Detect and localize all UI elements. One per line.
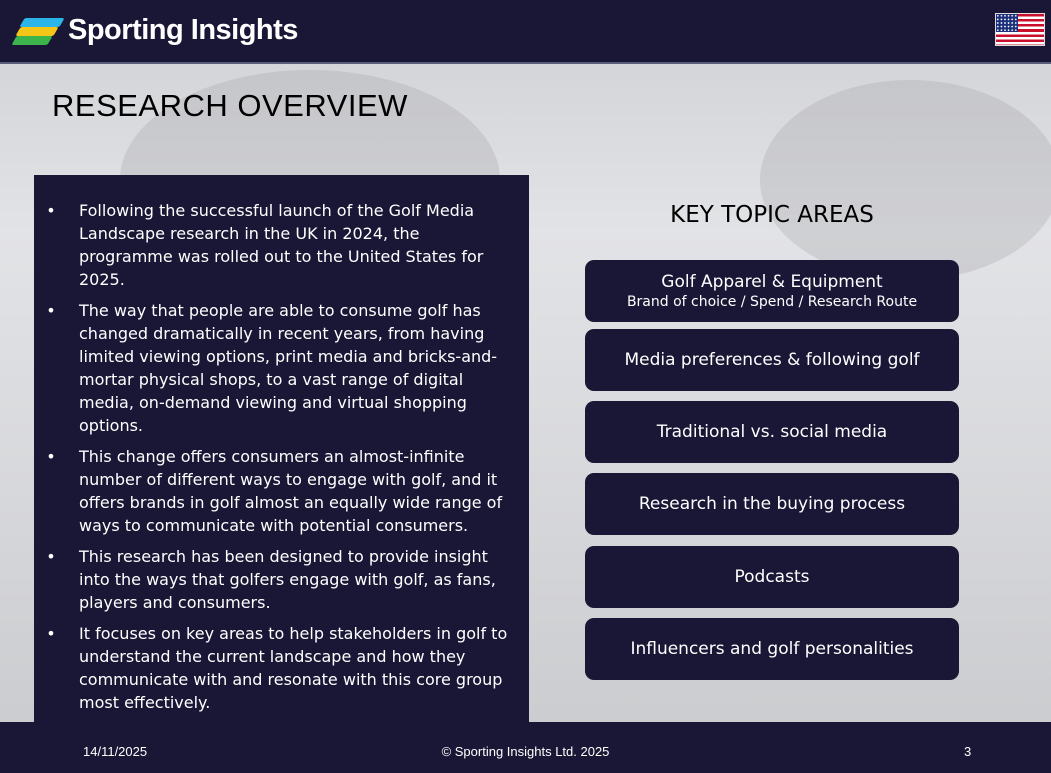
bullet-item: • It focuses on key areas to help stakeholders in golf to understand the current landscape and how they communicate with and resonate with this core group most effectively. xyxy=(46,624,508,712)
bullet-icon: • xyxy=(46,201,56,220)
logo-text: Sporting Insights xyxy=(68,13,298,46)
bullet-item: • This change offers consumers an almost-infinite number of different ways to engage with golf, and it offers brands in golf almost an equally wide range of ways to communicate with potential consumers. xyxy=(46,447,503,535)
background-tree xyxy=(760,80,1051,280)
bullet-item: • The way that people are able to consume golf has changed dramatically in recent years, from having limited viewing options, print media and bricks-and-mortar physical shops, to a vast range of digital media, on-demand viewing and virtual shopping options. xyxy=(46,301,498,435)
topic-influencers: Influencers and golf personalities xyxy=(585,618,959,680)
bullet-icon: • xyxy=(46,447,56,466)
us-flag-icon xyxy=(995,13,1045,46)
bullet-item: • Following the successful launch of the Golf Media Landscape research in the UK in 2024, the programme was rolled out to the United States for 2025. xyxy=(46,201,484,289)
page-number: 3 xyxy=(964,744,972,759)
bullet-icon: • xyxy=(46,547,56,566)
bullet-list xyxy=(46,199,511,714)
header-bar xyxy=(0,0,1051,64)
bullet-icon: • xyxy=(46,624,56,643)
bullet-item: • This research has been designed to provide insight into the ways that golfers engage with golf, as fans, players and consumers. xyxy=(46,547,496,612)
overview-text-panel xyxy=(34,175,529,723)
footer xyxy=(0,722,1051,773)
footer-copyright: © Sporting Insights Ltd. 2025 xyxy=(441,744,610,759)
footer-date: 14/11/2025 xyxy=(83,744,148,759)
topic-traditional-vs-social: Traditional vs. social media xyxy=(585,401,959,463)
bullet-icon: • xyxy=(46,301,56,320)
logo-icon xyxy=(14,16,64,44)
topic-media-preferences: Media preferences & following golf xyxy=(585,329,959,391)
page-title: RESEARCH OVERVIEW xyxy=(52,88,408,123)
key-topics-heading: KEY TOPIC AREAS xyxy=(670,202,874,228)
topic-golf-apparel: Golf Apparel & Equipment Brand of choice / Spend / Research Route xyxy=(585,260,959,322)
logo xyxy=(14,10,298,50)
topic-podcasts: Podcasts xyxy=(585,546,959,608)
topic-research-buying: Research in the buying process xyxy=(585,473,959,535)
